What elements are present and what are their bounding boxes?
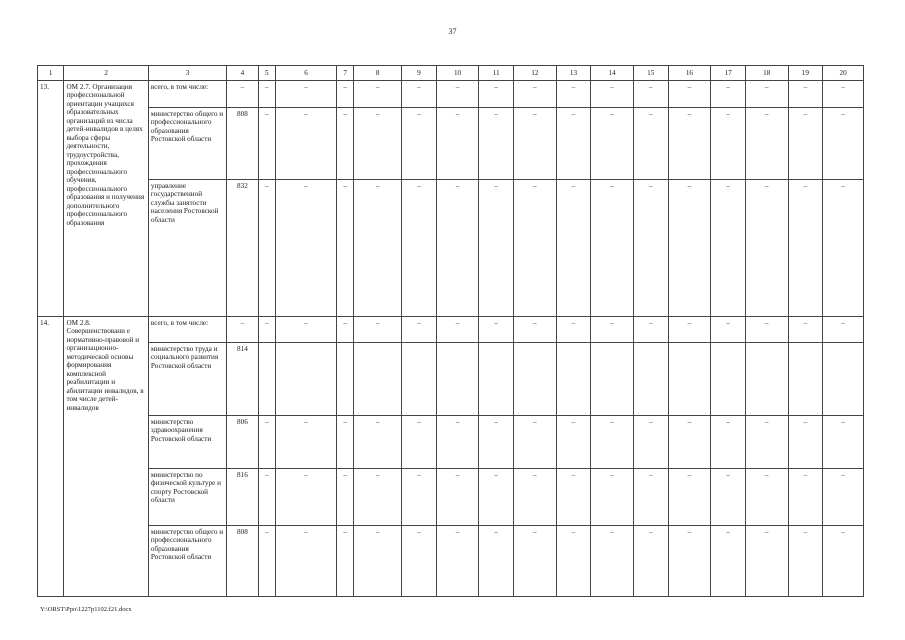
value-cell: – (337, 526, 354, 597)
value-cell: – (337, 469, 354, 526)
column-header: 3 (148, 66, 226, 81)
value-cell: – (354, 108, 402, 180)
value-cell: – (258, 469, 275, 526)
value-cell: – (668, 416, 711, 469)
value-cell: – (633, 416, 668, 469)
value-cell: – (402, 526, 437, 597)
empty-cell (354, 343, 402, 416)
value-cell: – (436, 81, 479, 108)
value-cell: – (668, 108, 711, 180)
value-cell: – (275, 317, 336, 343)
value-cell: – (479, 108, 514, 180)
value-cell: – (258, 108, 275, 180)
value-cell: – (633, 469, 668, 526)
value-cell: – (513, 469, 556, 526)
empty-cell (258, 343, 275, 416)
column-header: 16 (668, 66, 711, 81)
column-header: 6 (275, 66, 336, 81)
value-cell: – (258, 526, 275, 597)
value-cell: – (275, 469, 336, 526)
value-cell: – (668, 317, 711, 343)
value-cell: – (745, 416, 788, 469)
value-cell: – (354, 469, 402, 526)
value-cell: – (556, 416, 591, 469)
value-cell: – (591, 81, 634, 108)
value-cell: – (788, 416, 823, 469)
value-cell: – (513, 416, 556, 469)
value-cell: – (436, 180, 479, 317)
empty-cell (591, 343, 634, 416)
value-cell: – (711, 108, 746, 180)
empty-cell (823, 343, 864, 416)
value-cell: – (788, 526, 823, 597)
empty-cell (513, 343, 556, 416)
value-cell: – (745, 526, 788, 597)
value-cell: – (337, 317, 354, 343)
value-cell: – (436, 317, 479, 343)
empty-cell (745, 343, 788, 416)
value-cell: – (823, 526, 864, 597)
value-cell: – (633, 108, 668, 180)
value-cell: – (402, 81, 437, 108)
value-cell: – (556, 469, 591, 526)
value-cell: – (711, 469, 746, 526)
table-row (38, 108, 864, 180)
value-cell: – (823, 108, 864, 180)
value-cell: – (354, 81, 402, 108)
column-header: 12 (513, 66, 556, 81)
executor-name: всего, в том числе: (148, 317, 226, 343)
value-cell: – (275, 108, 336, 180)
value-cell: – (745, 469, 788, 526)
empty-cell (275, 343, 336, 416)
value-cell: – (275, 526, 336, 597)
value-cell: – (354, 317, 402, 343)
header-row (38, 66, 864, 81)
page-number: 37 (448, 27, 457, 36)
value-cell: – (275, 416, 336, 469)
value-cell: – (556, 317, 591, 343)
value-cell: – (591, 180, 634, 317)
value-cell: – (591, 317, 634, 343)
table-row (38, 526, 864, 597)
value-cell: – (275, 81, 336, 108)
value-cell: – (337, 180, 354, 317)
value-cell: – (711, 180, 746, 317)
code-cell: 816 (227, 469, 259, 526)
value-cell: – (591, 526, 634, 597)
column-header: 15 (633, 66, 668, 81)
column-header: 8 (354, 66, 402, 81)
value-cell: – (513, 81, 556, 108)
value-cell: – (788, 108, 823, 180)
empty-cell (711, 343, 746, 416)
value-cell: – (823, 469, 864, 526)
value-cell: – (711, 81, 746, 108)
value-cell: – (337, 416, 354, 469)
budget-table (37, 65, 864, 597)
value-cell: – (668, 526, 711, 597)
executor-name: министерство здравоохранения Ростовской области (148, 416, 226, 469)
value-cell: – (556, 180, 591, 317)
column-header: 10 (436, 66, 479, 81)
value-cell: – (513, 526, 556, 597)
value-cell: – (479, 469, 514, 526)
code-cell: 832 (227, 180, 259, 317)
value-cell: – (556, 108, 591, 180)
value-cell: – (668, 180, 711, 317)
value-cell: – (513, 180, 556, 317)
value-cell: – (668, 81, 711, 108)
measure-name: ОМ 2.8. Совершенствовани е нормативно-правовой и организационно-методической основы формирования комплексной реабилитации и абилитации инвалидов, в том числе детей-инвалидов (64, 317, 148, 597)
value-cell: – (337, 81, 354, 108)
value-cell: – (402, 317, 437, 343)
value-cell: – (354, 180, 402, 317)
value-cell: – (711, 526, 746, 597)
empty-cell (402, 343, 437, 416)
column-header: 17 (711, 66, 746, 81)
value-cell: – (668, 469, 711, 526)
value-cell: – (275, 180, 336, 317)
table-row (38, 317, 864, 343)
table-row (38, 416, 864, 469)
value-cell: – (591, 416, 634, 469)
table-row (38, 343, 864, 416)
column-header: 2 (64, 66, 148, 81)
empty-cell (337, 343, 354, 416)
value-cell: – (436, 469, 479, 526)
value-cell: – (711, 416, 746, 469)
executor-name: управление государственной службы занятости населения Ростовской области (148, 180, 226, 317)
table-row (38, 180, 864, 317)
value-cell: – (823, 180, 864, 317)
value-cell: – (556, 81, 591, 108)
value-cell: – (788, 317, 823, 343)
executor-name: министерство труда и социального развития Ростовской области (148, 343, 226, 416)
empty-cell (479, 343, 514, 416)
column-header: 18 (745, 66, 788, 81)
value-cell: – (436, 526, 479, 597)
value-cell: – (354, 526, 402, 597)
value-cell: – (745, 180, 788, 317)
measure-name: ОМ 2.7. Организация профессиональной ориентации учащихся образовательных организаций из числа детей-инвалидов в целях выбора сферы деятельности, трудоустройства, прохождения профессионального обучения, профессионального образования и получения дополнительного профессионального образования (64, 81, 148, 317)
value-cell: – (591, 108, 634, 180)
value-cell: – (436, 416, 479, 469)
code-cell: 808 (227, 108, 259, 180)
column-header: 5 (258, 66, 275, 81)
value-cell: – (402, 108, 437, 180)
value-cell: – (711, 317, 746, 343)
table-row (38, 469, 864, 526)
value-cell: – (745, 317, 788, 343)
value-cell: – (258, 81, 275, 108)
value-cell: – (513, 317, 556, 343)
value-cell: – (479, 180, 514, 317)
value-cell: – (556, 526, 591, 597)
empty-cell (436, 343, 479, 416)
empty-cell (788, 343, 823, 416)
column-header: 4 (227, 66, 259, 81)
column-header: 20 (823, 66, 864, 81)
value-cell: – (258, 416, 275, 469)
column-header: 14 (591, 66, 634, 81)
value-cell: – (633, 526, 668, 597)
code-cell: 814 (227, 343, 259, 416)
value-cell: – (479, 526, 514, 597)
row-number: 13. (38, 81, 64, 317)
column-header: 11 (479, 66, 514, 81)
value-cell: – (823, 416, 864, 469)
code-cell: – (227, 317, 259, 343)
empty-cell (633, 343, 668, 416)
empty-cell (668, 343, 711, 416)
executor-name: всего, в том числе: (148, 81, 226, 108)
value-cell: – (258, 317, 275, 343)
value-cell: – (591, 469, 634, 526)
column-header: 9 (402, 66, 437, 81)
row-number: 14. (38, 317, 64, 597)
value-cell: – (788, 81, 823, 108)
value-cell: – (745, 81, 788, 108)
code-cell: – (227, 81, 259, 108)
value-cell: – (513, 108, 556, 180)
value-cell: – (479, 317, 514, 343)
value-cell: – (633, 81, 668, 108)
value-cell: – (633, 317, 668, 343)
value-cell: – (402, 180, 437, 317)
value-cell: – (823, 81, 864, 108)
value-cell: – (633, 180, 668, 317)
executor-name: министерство общего и профессионального образования Ростовской области (148, 526, 226, 597)
executor-name: министерство по физической культуре и спорту Ростовской области (148, 469, 226, 526)
value-cell: – (823, 317, 864, 343)
value-cell: – (479, 81, 514, 108)
value-cell: – (745, 108, 788, 180)
code-cell: 806 (227, 416, 259, 469)
value-cell: – (337, 108, 354, 180)
value-cell: – (402, 469, 437, 526)
empty-cell (556, 343, 591, 416)
table-row (38, 81, 864, 108)
file-path-footer: Y:\ORST\Ppo\1227p1102.f21.docx (40, 606, 132, 613)
column-header: 7 (337, 66, 354, 81)
value-cell: – (479, 416, 514, 469)
value-cell: – (788, 180, 823, 317)
value-cell: – (354, 416, 402, 469)
value-cell: – (436, 108, 479, 180)
value-cell: – (258, 180, 275, 317)
executor-name: министерство общего и профессионального образования Ростовской области (148, 108, 226, 180)
value-cell: – (402, 416, 437, 469)
column-header: 13 (556, 66, 591, 81)
value-cell: – (788, 469, 823, 526)
column-header: 1 (38, 66, 64, 81)
code-cell: 808 (227, 526, 259, 597)
column-header: 19 (788, 66, 823, 81)
